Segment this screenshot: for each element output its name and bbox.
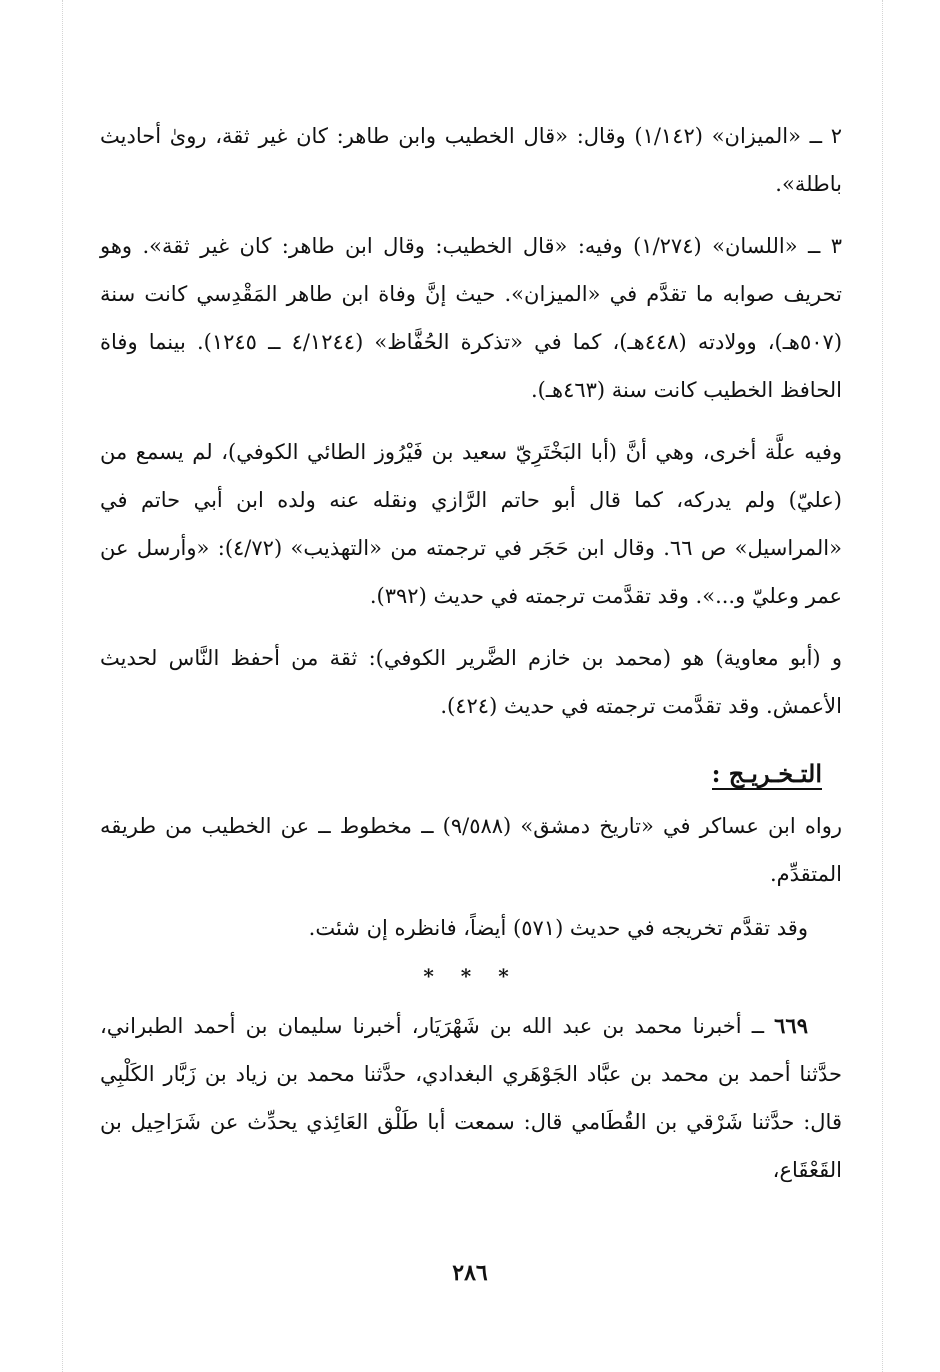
takhrij-paragraph-2: وقد تقدَّم تخريجه في حديث (٥٧١) أيضاً، فانظره إن شئت. — [308, 916, 808, 940]
takhrij-paragraph-1: رواه ابن عساكر في «تاريخ دمشق» (٩/٥٨٨) ــ مخطوط ــ عن الخطيب من طريقه المتقدِّم. — [100, 814, 842, 886]
hadith-paragraph — [100, 1002, 842, 1194]
page-content — [100, 112, 842, 1208]
hadith-number: ٦٦٩ — [774, 1013, 808, 1038]
margin-guide-right — [882, 0, 883, 1372]
section-separator: * * * — [423, 964, 519, 988]
footnote-2: ٢ ــ «الميزان» (١/١٤٢) وقال: «قال الخطيب وابن طاهر: كان غير ثقة، روىٰ أحاديث باطلة». — [100, 124, 842, 196]
footnote-3: ٣ ــ «اللسان» (١/٢٧٤) وفيه: «قال الخطيب: وقال ابن طاهر: كان غير ثقة». وهو تحريف صوابه ما تقدَّم في «الميزان». حيث إنَّ وفاة ابن طاهر المَقْدِسي كانت سنة (٥٠٧هـ)، وولادته (٤٤٨هـ)، كما في «تذكرة الحُفَّاظ» (٤/١٢٤٤ ــ ١٢٤٥). بينما وفاة الحافظ الخطيب كانت سنة (٤٦٣هـ). — [100, 234, 843, 402]
takhrij-heading — [100, 750, 822, 798]
margin-guide-left — [62, 0, 63, 1372]
illness-paragraph: وفيه علَّة أخرى، وهي أنَّ (أبا البَخْتَرِيّ سعيد بن فَيْرُوز الطائي الكوفي)، لم يسمع من (عليّ) ولم يدركه، كما قال أبو حاتم الرَّازي ونقله عنه ولده ابن أبي حاتم في «المراسيل» ص ٦٦. وقال ابن حَجَر في ترجمته من «التهذيب» (٤/٧٢): «وأرسل عن عمر وعليّ و...». وقد تقدَّمت ترجمته في حديث (٣٩٢). — [100, 440, 842, 608]
takhrij-heading-text: التـخـريـج : — [711, 759, 822, 788]
abu-muawiya-paragraph: و (أبو معاوية) هو (محمد بن خازم الضَّرير الكوفي): ثقة من أحفظ النَّاس لحديث الأعمش. وقد تقدَّمت ترجمته في حديث (٤٢٤). — [100, 646, 842, 718]
hadith-text: ــ أخبرنا محمد بن عبد الله بن شَهْرَيَار، أخبرنا سليمان بن أحمد الطبراني، حدَّثنا أحمد بن محمد بن عبَّاد الجَوْهَري البغدادي، حدَّثنا محمد بن زياد بن زَبَّار الكَلْبِي قال: حدَّثنا شَرْقي بن القُطَامي قال: سمعت أبا طَلْق العَائِذي يحدِّث عن شَرَاحِيل بن القَعْقَاع، — [100, 1014, 842, 1182]
page-number: ٢٨٦ — [452, 1260, 488, 1286]
